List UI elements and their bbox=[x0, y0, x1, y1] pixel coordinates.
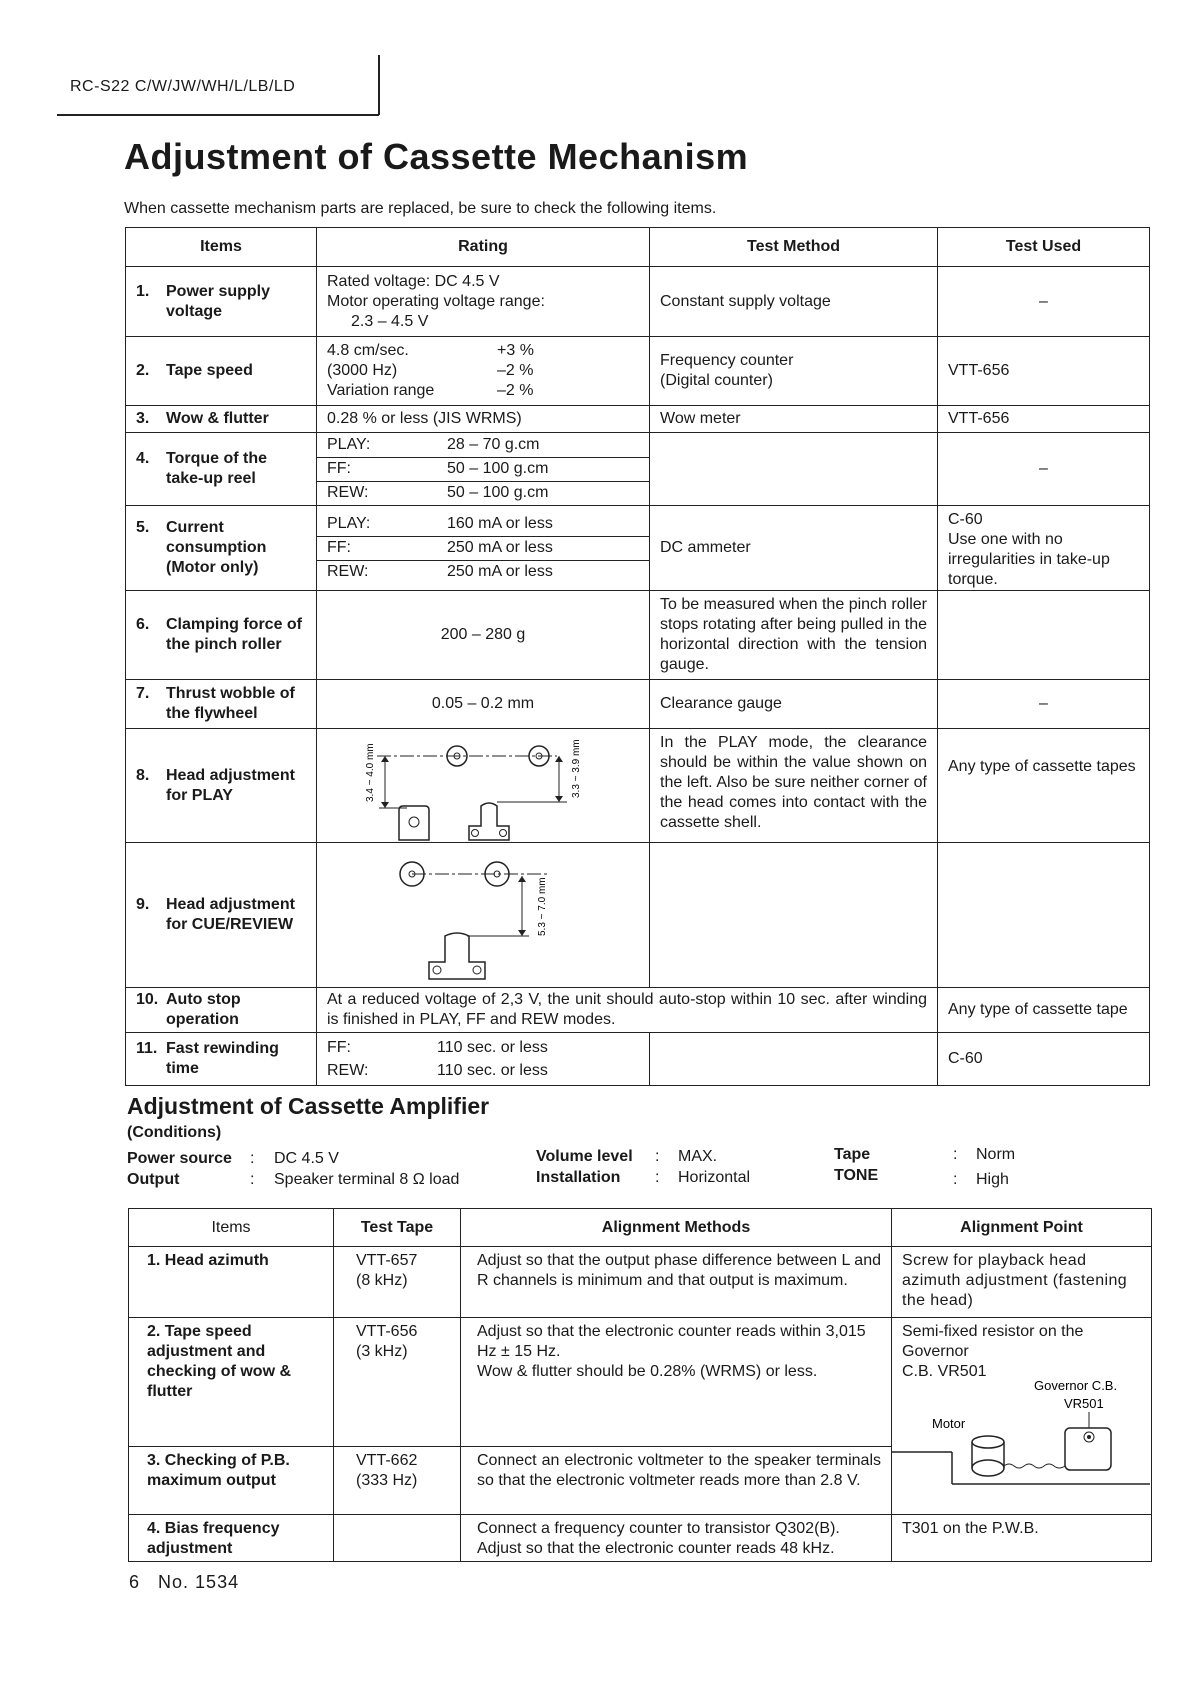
item-num: 8. bbox=[136, 766, 150, 784]
condition-value: High bbox=[976, 1171, 1009, 1188]
mode-label: FF: bbox=[327, 539, 351, 556]
col-test-method: Test Method bbox=[650, 228, 938, 267]
test-used: C-60 bbox=[948, 511, 983, 528]
mode-label: FF: bbox=[327, 460, 351, 477]
rating-line: Rated voltage: DC 4.5 V bbox=[327, 272, 500, 290]
col-test-tape: Test Tape bbox=[334, 1209, 461, 1247]
item-num: 5. bbox=[136, 519, 150, 536]
condition-value: MAX. bbox=[678, 1148, 718, 1165]
test-used: – bbox=[938, 433, 1150, 506]
test-tape-freq: (333 Hz) bbox=[356, 1472, 418, 1489]
table-row bbox=[129, 1515, 1152, 1562]
test-method bbox=[650, 843, 938, 988]
page-title: Adjustment of Cassette Mechanism bbox=[124, 136, 749, 177]
mode-label: REW: bbox=[327, 563, 369, 580]
mode-value: 160 mA or less bbox=[447, 515, 553, 532]
amplifier-table bbox=[128, 1208, 1152, 1562]
test-tape: VTT-662 bbox=[356, 1452, 418, 1469]
mode-value: 28 – 70 g.cm bbox=[447, 436, 540, 453]
mode-value: 250 mA or less bbox=[447, 563, 553, 580]
table-row bbox=[126, 267, 1150, 337]
test-method: Wow meter bbox=[650, 406, 938, 433]
item-num: 7. bbox=[136, 685, 150, 702]
test-method bbox=[650, 433, 938, 506]
alignment-point: T301 on the P.W.B. bbox=[892, 1515, 1152, 1562]
condition-value: DC 4.5 V bbox=[274, 1150, 339, 1167]
table-row bbox=[126, 591, 1150, 680]
condition-key: TONE bbox=[834, 1167, 879, 1184]
item-num: 3. bbox=[136, 410, 150, 427]
test-used: – bbox=[938, 267, 1150, 337]
model-header: RC-S22 C/W/JW/WH/L/LB/LD bbox=[70, 78, 296, 95]
motor-label: Motor bbox=[932, 1416, 966, 1431]
table-row bbox=[126, 843, 1150, 988]
test-used: VTT-656 bbox=[938, 337, 1150, 406]
alignment-method: Adjust so that the electronic counter reads 48 kHz. bbox=[477, 1540, 835, 1557]
test-tape: VTT-657 bbox=[356, 1252, 418, 1269]
table-row bbox=[126, 337, 1150, 406]
alignment-method: Connect a frequency counter to transistor Q302(B). bbox=[477, 1520, 840, 1537]
head-cue-review-diagram bbox=[317, 844, 650, 987]
rating-value: –2 % bbox=[497, 382, 534, 399]
col-alignment-methods: Alignment Methods bbox=[461, 1209, 892, 1247]
item-num: 1. bbox=[136, 282, 150, 300]
item-name: Fast rewinding time bbox=[166, 1040, 279, 1077]
alignment-point: C.B. VR501 bbox=[902, 1363, 987, 1380]
left-dimension: 3.4 ~ 4.0 mm bbox=[365, 742, 376, 802]
conditions-label: (Conditions) bbox=[127, 1124, 222, 1141]
item-name: Head adjustment for PLAY bbox=[166, 766, 295, 804]
mode-label: PLAY: bbox=[327, 436, 371, 453]
head-play-diagram bbox=[317, 730, 650, 842]
mode-value: 110 sec. or less bbox=[437, 1061, 548, 1079]
rating: 0.28 % or less (JIS WRMS) bbox=[317, 406, 650, 433]
col-alignment-point: Alignment Point bbox=[892, 1209, 1152, 1247]
governor-label: Governor C.B. bbox=[1034, 1380, 1118, 1393]
item-num: 2. bbox=[136, 362, 150, 379]
amplifier-heading: Adjustment of Cassette Amplifier bbox=[127, 1093, 490, 1119]
condition-key: Power source bbox=[127, 1150, 232, 1167]
table-row bbox=[126, 406, 1150, 433]
table-row bbox=[126, 433, 1150, 506]
test-method bbox=[650, 1033, 938, 1086]
alignment-method: Wow & flutter should be 0.28% (WRMS) or less. bbox=[477, 1363, 818, 1380]
test-used: Any type of cassette tapes bbox=[938, 729, 1150, 843]
test-method: Clearance gauge bbox=[650, 680, 938, 729]
item-name: Torque of the take-up reel bbox=[166, 450, 268, 487]
item-name: 3. Checking of P.B. maximum output bbox=[129, 1447, 334, 1515]
item-num: 10. bbox=[136, 991, 159, 1008]
mode-label: REW: bbox=[327, 1061, 369, 1079]
mode-value: 50 – 100 g.cm bbox=[447, 460, 549, 477]
mode-label: REW: bbox=[327, 484, 369, 501]
rating-value: –2 % bbox=[497, 362, 534, 379]
table-header bbox=[126, 228, 1150, 267]
alignment-method: Connect an electronic voltmeter to the speaker terminals so that the electronic voltmeter reads more than 2.8 V. bbox=[461, 1447, 892, 1515]
item-name: Thrust wobble of the flywheel bbox=[166, 685, 295, 722]
doc-number: No. 1534 bbox=[158, 1572, 240, 1592]
test-used: – bbox=[938, 680, 1150, 729]
condition-value: Norm bbox=[976, 1146, 1016, 1163]
test-used: Any type of cassette tape bbox=[938, 988, 1150, 1033]
page-footer bbox=[129, 1572, 239, 1593]
mode-value: 50 – 100 g.cm bbox=[447, 484, 549, 501]
test-used-note: Use one with no irregularities in take-up torque. bbox=[948, 531, 1110, 588]
item-num: 6. bbox=[136, 616, 150, 633]
mode-label: PLAY: bbox=[327, 515, 371, 532]
test-used: VTT-656 bbox=[938, 406, 1150, 433]
item-name: Current consumption (Motor only) bbox=[166, 519, 267, 576]
right-dimension: 3.3 ~ 3.9 mm bbox=[571, 738, 582, 798]
rating-label: 4.8 cm/sec. bbox=[327, 342, 409, 359]
rating-line: 2.3 – 4.5 V bbox=[351, 312, 429, 330]
test-tape-freq: (8 kHz) bbox=[356, 1272, 408, 1289]
condition-value: Horizontal bbox=[678, 1169, 751, 1186]
col-items: Items bbox=[126, 228, 317, 267]
table-row bbox=[129, 1318, 1152, 1447]
item-name: Power supply voltage bbox=[166, 282, 271, 320]
vr-label: VR501 bbox=[1064, 1396, 1104, 1411]
test-method: Constant supply voltage bbox=[650, 267, 938, 337]
mechanism-table bbox=[125, 227, 1150, 1086]
mode-value: 250 mA or less bbox=[447, 539, 553, 556]
test-method: Frequency counter bbox=[660, 352, 794, 369]
governor-motor-diagram bbox=[892, 1380, 1150, 1490]
rating: 0.05 – 0.2 mm bbox=[317, 680, 650, 729]
item-name: 4. Bias frequency adjustment bbox=[129, 1515, 334, 1562]
item-num: 9. bbox=[136, 896, 150, 913]
test-tape-freq: (3 kHz) bbox=[356, 1343, 408, 1360]
table-row bbox=[129, 1247, 1152, 1318]
item-name: 1. Head azimuth bbox=[129, 1247, 334, 1318]
alignment-method: Adjust so that the output phase difference between L and R channels is minimum and that output is maximum. bbox=[461, 1247, 892, 1318]
test-used bbox=[938, 843, 1150, 988]
rating-label: Variation range bbox=[327, 382, 435, 399]
condition-key: Tape bbox=[834, 1146, 871, 1163]
table-row bbox=[126, 1033, 1150, 1086]
rating: 200 – 280 g bbox=[317, 591, 650, 680]
table-row bbox=[126, 729, 1150, 843]
header-rule bbox=[57, 114, 379, 116]
test-method: In the PLAY mode, the clearance should be within the value shown on the left. Also be sure neither corner of the head comes into contact with the cassette shell. bbox=[650, 729, 938, 843]
header-divider bbox=[378, 55, 380, 115]
table-row bbox=[126, 506, 1150, 591]
condition-value: Speaker terminal 8 Ω load bbox=[274, 1171, 460, 1188]
test-method: To be measured when the pinch roller stops rotating after being pulled in the horizontal direction with the tension gauge. bbox=[650, 591, 938, 680]
item-name: Auto stop operation bbox=[166, 991, 241, 1028]
table-header bbox=[129, 1209, 1152, 1247]
item-name: 2. Tape speed adjustment and checking of wow & flutter bbox=[129, 1318, 334, 1447]
condition-key: Volume level bbox=[536, 1148, 633, 1165]
table-row bbox=[126, 988, 1150, 1033]
test-tape: VTT-656 bbox=[356, 1323, 418, 1340]
col-test-used: Test Used bbox=[938, 228, 1150, 267]
condition-key: Output bbox=[127, 1171, 180, 1188]
mode-label: FF: bbox=[327, 1038, 351, 1056]
test-method: DC ammeter bbox=[650, 506, 938, 591]
item-name: Head adjustment for CUE/REVIEW bbox=[166, 896, 295, 933]
test-used bbox=[938, 591, 1150, 680]
item-name: Tape speed bbox=[166, 362, 253, 379]
dimension: 5.3 ~ 7.0 mm bbox=[537, 876, 548, 936]
rating: At a reduced voltage of 2,3 V, the unit should auto-stop within 10 sec. after winding is finished in PLAY, FF and REW modes. bbox=[317, 988, 938, 1033]
item-name: Wow & flutter bbox=[166, 410, 269, 427]
table-row bbox=[126, 680, 1150, 729]
test-method: (Digital counter) bbox=[660, 372, 773, 389]
alignment-point: Semi-fixed resistor on the Governor bbox=[902, 1323, 1084, 1360]
page-number: 6 bbox=[129, 1572, 141, 1592]
test-used: C-60 bbox=[938, 1033, 1150, 1086]
item-num: 4. bbox=[136, 450, 150, 467]
rating-value: +3 % bbox=[497, 342, 534, 359]
intro-text: When cassette mechanism parts are replaced, be sure to check the following items. bbox=[124, 200, 717, 217]
col-items: Items bbox=[129, 1209, 334, 1247]
condition-key: Installation bbox=[536, 1169, 621, 1186]
rating-line: Motor operating voltage range: bbox=[327, 292, 545, 310]
item-num: 11. bbox=[136, 1040, 158, 1057]
rating-label: (3000 Hz) bbox=[327, 362, 398, 379]
item-name: Clamping force of the pinch roller bbox=[166, 616, 303, 653]
col-rating: Rating bbox=[317, 228, 650, 267]
alignment-point: Screw for playback head azimuth adjustment (fastening the head) bbox=[892, 1247, 1152, 1318]
alignment-method: Adjust so that the electronic counter reads within 3,015 Hz ± 15 Hz. bbox=[477, 1323, 866, 1360]
mode-value: 110 sec. or less bbox=[437, 1038, 548, 1056]
